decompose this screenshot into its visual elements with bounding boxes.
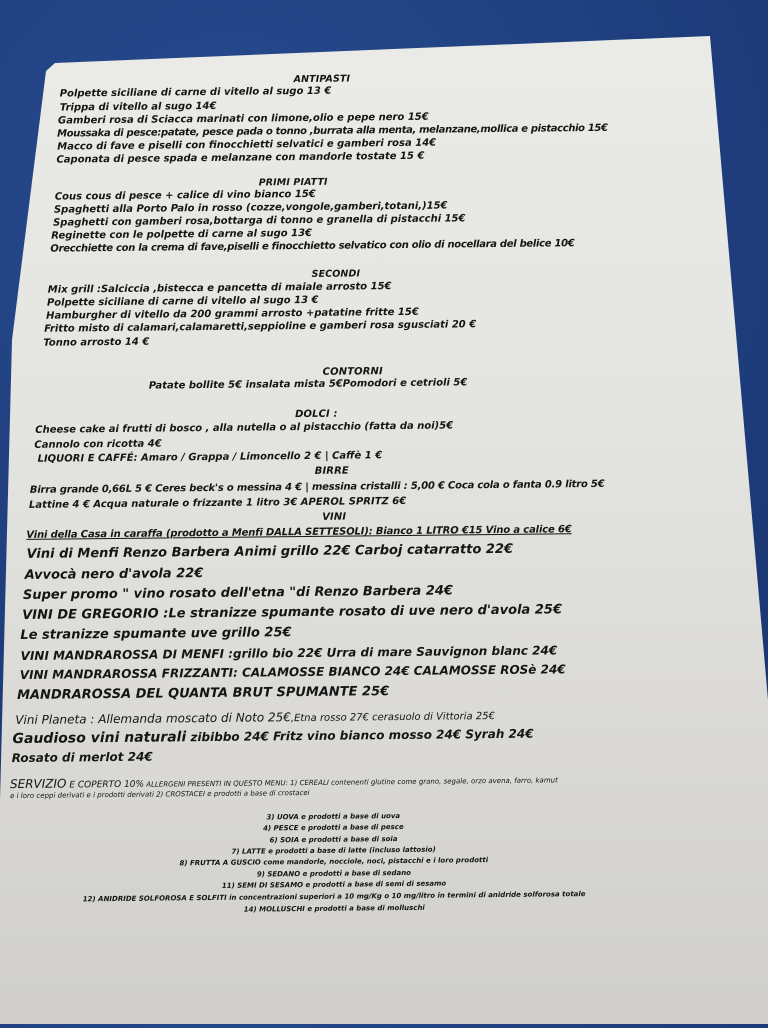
section-title-antipasti: ANTIPASTI <box>293 73 351 86</box>
menu-item: Polpette siciliane di carne di vitello al sugo 13 € <box>46 294 319 309</box>
servizio-big: SERVIZIO <box>9 776 67 792</box>
wine-item: Super promo " vino rosato dell'etna "di Renzo Barbera 24€ <box>22 583 454 603</box>
gaudioso-big: Gaudioso vini naturali <box>12 729 187 748</box>
allergen-item: 7) LATTE e prodotti a base di latte (incluso lattosio) <box>231 845 436 856</box>
menu-item: Trippa di vitello al sugo 14€ <box>59 100 217 114</box>
wine-item: Vini di Menfi Renzo Barbera Animi grillo 22€ Carboj catarratto 22€ <box>26 541 514 562</box>
gaudioso-rest: zibibbo 24€ Fritz vino bianco mosso 24€ Syrah 24€ <box>186 726 534 745</box>
menu-item: Fritto misto di calamari,calamaretti,seppioline e gamberi rosa sgusciati 20 € <box>44 319 477 335</box>
menu-item: Spaghetti alla Porto Palo in rosso (cozze,vongole,gamberi,totani,)15€ <box>53 200 448 216</box>
menu-item: Macco di fave e piselli con finocchietti selvatici e gamberi rosa 14€ <box>57 137 437 153</box>
allergen-item: 9) SEDANO e prodotti a base di sedano <box>256 868 412 879</box>
menu-item: Polpette siciliane di carne di vitello al sugo 13 € <box>59 85 332 100</box>
menu-item: Reginette con le polpette di carne al sugo 13€ <box>51 227 313 242</box>
section-title-dolci: DOLCI : <box>295 408 338 421</box>
allergen-item: 14) MOLLUSCHI e prodotti a base di molluschi <box>243 903 425 914</box>
section-title-contorni: CONTORNI <box>322 366 383 378</box>
allergen-item: 6) SOIA e prodotti a base di soia <box>269 835 398 845</box>
wine-item: Avvocà nero d'avola 22€ <box>24 566 204 583</box>
menu-item: Gamberi rosa di Sciacca marinati con limone,olio e pepe nero 15€ <box>57 111 429 127</box>
menu-item: Cannolo con ricotta 4€ <box>34 438 162 451</box>
section-title-birre: BIRRE <box>314 465 349 477</box>
menu-item: Cheese cake ai frutti di bosco , alla nutella o al pistacchio (fatta da noi)5€ <box>35 420 454 436</box>
menu-item: Orecchiette con la crema di fave,piselli e finocchietto selvatico con olio di nocellara del belice 10€ <box>50 238 575 255</box>
menu-item: Caponata di pesce spada e melanzane con mandorle tostate 15 € <box>56 150 425 166</box>
planeta-main: Vini Planeta : Allemanda moscato di Noto 25€ <box>15 710 291 728</box>
servizio-small: ALLERGENI PRESENTI IN QUESTO MENU: 1) CEREALI contenenti glutine come grano, segale, orzo avena, farro, kamut <box>144 776 558 789</box>
section-title-vini: VINI <box>322 511 347 523</box>
servizio-medium: E COPERTO 10% <box>66 779 145 791</box>
allergen-item: 8) FRUTTA A GUSCIO come mandorle, nocciole, noci, pistacchi e i loro prodotti <box>179 856 489 868</box>
section-title-primi: PRIMI PIATTI <box>258 176 328 189</box>
menu-item: Birra grande 0,66L 5 € Ceres beck's o messina 4 € | messina cristalli : 5,00 € Coca cola o fanta 0.9 litro 5€ <box>29 478 605 496</box>
wine-item: MANDRAROSSA DEL QUANTA BRUT SPUMANTE 25€ <box>16 684 390 704</box>
wine-item: VINI MANDRAROSSA DI MENFI :grillo bio 22€ Urra di mare Sauvignon blanc 24€ <box>20 643 558 663</box>
menu-item: Spaghetti con gamberi rosa,bottarga di tonno e granella di pistacchi 15€ <box>53 213 466 229</box>
allergen-item: 3) UOVA e prodotti a base di uova <box>266 812 401 822</box>
house-wine: Vini della Casa in caraffa (prodotto a Menfi DALLA SETTESOLI): Bianco 1 LITRO €15 Vino a calice 6€ <box>26 524 572 541</box>
wine-item: VINI DE GREGORIO :Le stranizze spumante rosato di uve nero d'avola 25€ <box>22 602 563 623</box>
wine-item: Rosato di merlot 24€ <box>11 749 153 766</box>
allergen-item: 12) ANIDRIDE SOLFOROSA E SOLFITI in concentrazioni superiori a 10 mg/Kg o 10 mg/litro in termini di anidride solforosa totale <box>82 890 586 904</box>
section-title-secondi: SECONDI <box>311 268 361 280</box>
menu-item: Moussaka di pesce:patate, pesce pada o tonno ,burrata alla menta, melanzane,mollica e pistacchio 15€ <box>57 122 608 140</box>
wine-item: Le stranizze spumante uve grillo 25€ <box>20 625 292 643</box>
menu-item: Mix grill :Salciccia ,bistecca e pancetta di maiale arrosto 15€ <box>47 281 392 296</box>
wine-item-gaudioso <box>12 723 533 747</box>
menu-item: Patate bollite 5€ insalata mista 5€Pomodori e cetrioli 5€ <box>148 377 468 392</box>
menu-item: Hamburgher di vitello da 200 grammi arrosto +patatine fritte 15€ <box>45 306 419 322</box>
menu-item: Cous cous di pesce + calice di vino bianco 15€ <box>54 188 316 203</box>
wine-item: VINI MANDRAROSSA FRIZZANTI: CALAMOSSE BIANCO 24€ CALAMOSSE ROSè 24€ <box>19 662 566 682</box>
menu-item: Tonno arrosto 14 € <box>43 336 150 349</box>
allergen-item: 11) SEMI DI SESAMO e prodotti a base di semi di sesamo <box>221 879 447 890</box>
allergen-item: 4) PESCE e prodotti a base di pesce <box>263 822 404 833</box>
menu-item: LIQUORI E CAFFÉ: Amaro / Grappa / Limoncello 2 € | Caffè 1 € <box>37 450 383 465</box>
allergeni-line-2: e i loro ceppi derivati e i prodotti derivati 2) CROSTACEI e prodotti a base di crostacei <box>10 788 310 801</box>
planeta-small: ,Etna rosso 27€ cerasuolo di Vittoria 25€ <box>290 711 495 725</box>
menu-item: Lattine 4 € Acqua naturale o frizzante 1 litro 3€ APEROL SPRITZ 6€ <box>28 495 407 511</box>
